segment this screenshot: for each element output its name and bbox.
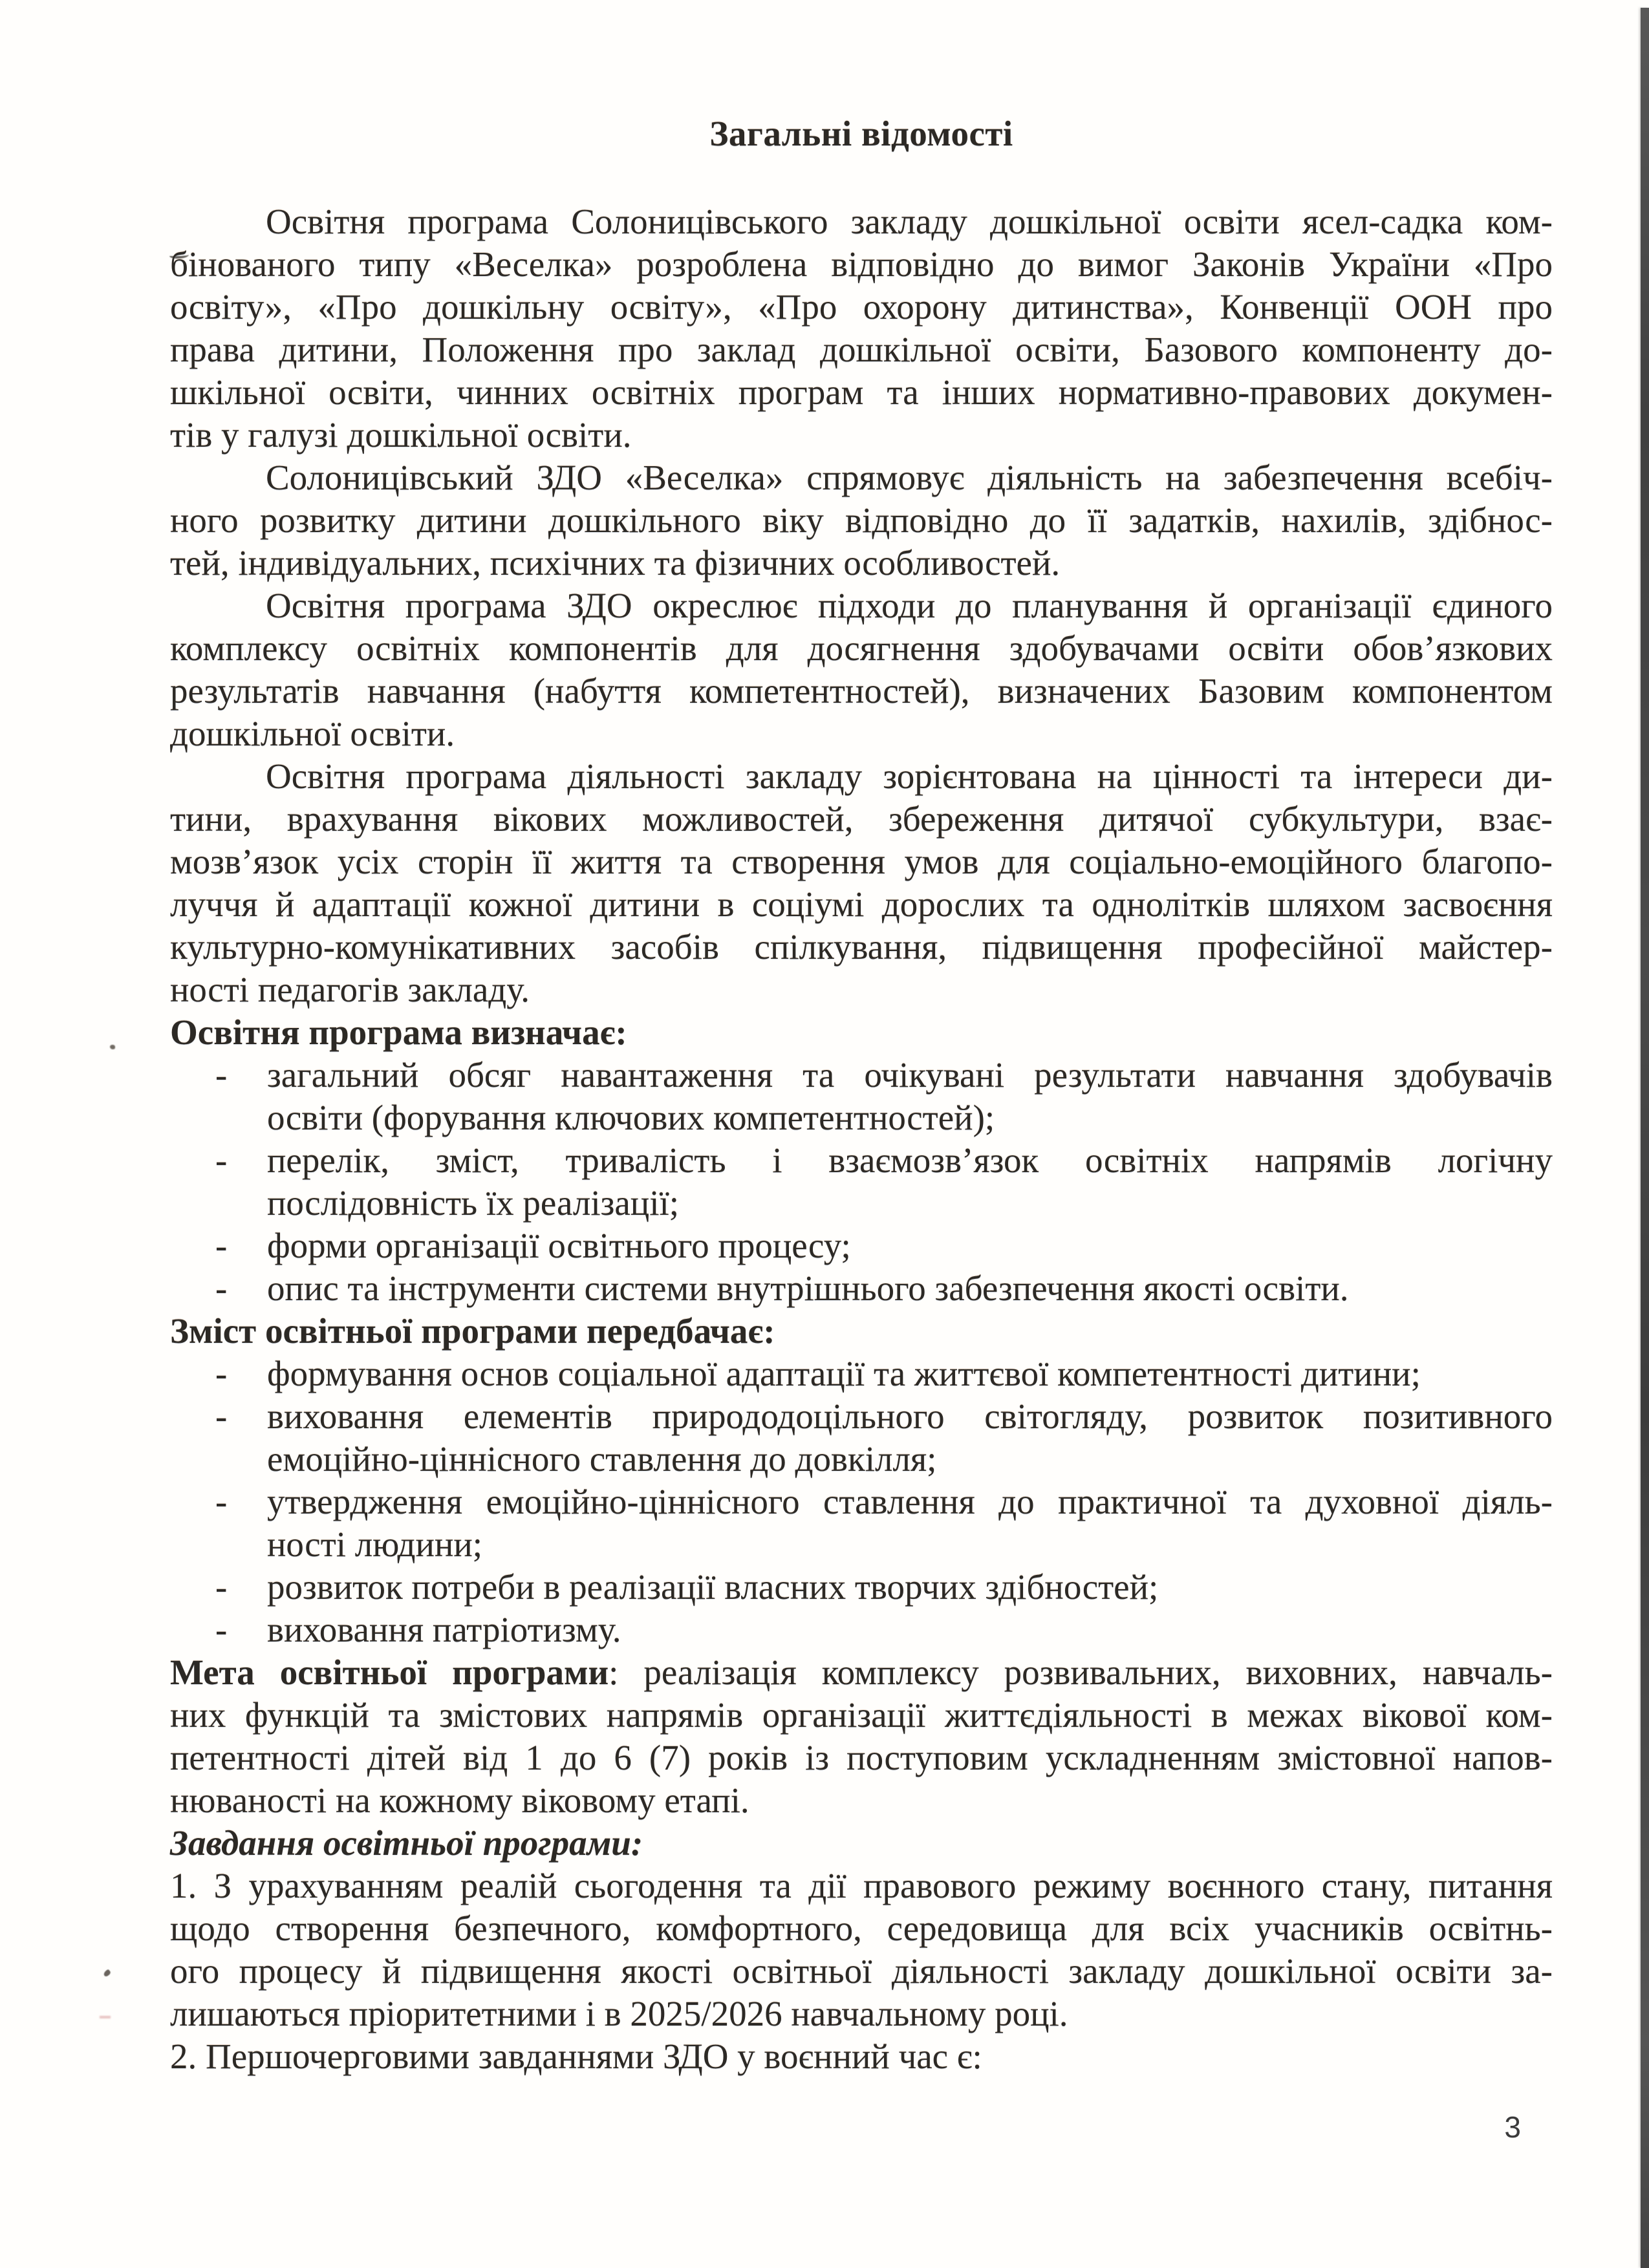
bullet-dash: -: [215, 1567, 228, 1607]
text-line: ного розвитку дитини дошкільного віку відповідно до її задатків, нахилів, здібнос-: [170, 500, 1553, 540]
text-line: 1. З урахуванням реалій сьогодення та дії правового режиму воєнного стану, питання: [170, 1866, 1553, 1905]
text-line: тей, індивідуальних, психічних та фізичних особливостей.: [170, 543, 1061, 583]
list-item-text: [267, 1225, 1553, 1267]
paragraph-task-2: [170, 2035, 1553, 2078]
text-line: бінованого типу «Веселка» розроблена відповідно до вимог Законів України «Про: [170, 244, 1553, 284]
text-line: щодо створення безпечного, комфортного, середовища для всіх учасників освітнь-: [170, 1909, 1553, 1948]
text-line: послідовність їх реалізації;: [267, 1183, 680, 1223]
text-line: права дитини, Положення про заклад дошкільної освіти, Базового компоненту до-: [170, 330, 1553, 369]
list-item: [170, 1481, 1553, 1566]
section-heading-content: Зміст освітньої програми передбачає:: [170, 1311, 775, 1351]
paragraph-program-approaches: [170, 584, 1553, 755]
text-line: 2. Першочерговими завданнями ЗДО у воєнний час є:: [170, 2037, 982, 2076]
text-line: ності педагогів закладу.: [170, 970, 530, 1009]
section-heading-determines: Освітня програма визначає:: [170, 1012, 627, 1052]
list-item: [170, 1139, 1553, 1225]
list-item: [170, 1054, 1553, 1139]
text-line: Освітня програма ЗДО окреслює підходи до планування й організації єдиного: [266, 586, 1553, 625]
scan-artifact-dot: [103, 1969, 112, 1977]
goal-continuation-lines: [170, 1694, 1553, 1822]
text-line: культурно-комунікативних засобів спілкування, підвищення професійної майстер-: [170, 927, 1553, 967]
list-item-text: [267, 1353, 1553, 1395]
text-line: комплексу освітніх компонентів для досягнення здобувачами освіти обов’язкових: [170, 628, 1553, 668]
bullet-dash: -: [215, 1268, 228, 1308]
text-line: Освітня програма Солоницівського закладу дошкільної освіти ясел-садка ком-: [266, 202, 1553, 241]
goal-lead-continuation: : реалізація комплексу розвивальних, виховних, навчаль-: [609, 1653, 1553, 1692]
text-line: перелік, зміст, тривалість і взаємозв’язок освітніх напрямів логічну: [267, 1140, 1553, 1180]
text-line: лишаються пріоритетними і в 2025/2026 навчальному році.: [170, 1994, 1068, 2033]
scanner-edge-shadow: [1641, 8, 1649, 2268]
text-line: мозв’язок усіх сторін її життя та створення умов для соціально-емоційного благопо-: [170, 842, 1553, 881]
list-item: [170, 1395, 1553, 1481]
text-line: тини, врахування вікових можливостей, збереження дитячої субкультури, взає-: [170, 799, 1553, 839]
bullet-dash: -: [215, 1055, 228, 1095]
text-line: освіти (форування ключових компетентностей);: [267, 1098, 995, 1137]
text-line: формування основ соціальної адаптації та життєвої компетентності дитини;: [267, 1354, 1421, 1393]
list-item-text: [267, 1267, 1553, 1310]
text-line: виховання елементів природодоцільного світогляду, розвиток позитивного: [267, 1396, 1553, 1436]
text-line: шкільної освіти, чинних освітніх програм та інших нормативно-правових докумен-: [170, 372, 1553, 412]
text-line: Солоницівський ЗДО «Веселка» спрямовує діяльність на забезпечення всебіч-: [266, 458, 1553, 497]
list-item: [170, 1566, 1553, 1609]
bullet-dash: -: [215, 1396, 228, 1436]
scan-artifact-dot: [110, 1045, 115, 1049]
text-line: Освітня програма діяльності закладу зорієнтована на цінності та інтереси ди-: [266, 756, 1553, 796]
text-line: утвердження емоційно-ціннісного ставлення до практичної та духовної діяль-: [267, 1482, 1553, 1521]
text-line: нюваності на кожному віковому етапі.: [170, 1781, 749, 1820]
text-line: ого процесу й підвищення якості освітньої діяльності закладу дошкільної освіти за-: [170, 1951, 1553, 1991]
list-item: [170, 1267, 1553, 1310]
bullet-dash: -: [215, 1610, 228, 1649]
page-number: 3: [1504, 2110, 1521, 2144]
list-item: [170, 1225, 1553, 1267]
paragraph-task-1: [170, 1865, 1553, 2035]
text-line: форми організації освітнього процесу;: [267, 1226, 851, 1265]
list-item: [170, 1353, 1553, 1395]
document-body: [170, 112, 1553, 2078]
bullet-dash: -: [215, 1354, 228, 1393]
text-line: петентності дітей від 1 до 6 (7) років із поступовим ускладненням змістовної напов-: [170, 1738, 1553, 1777]
list-item-text: [267, 1609, 1553, 1651]
paragraph-institution-mission: [170, 456, 1553, 584]
list-item-text: [267, 1139, 1553, 1225]
text-line: ності людини;: [267, 1524, 483, 1564]
list-item: [170, 1609, 1553, 1651]
paragraph-program-goal: [170, 1651, 1553, 1822]
bullet-dash: -: [215, 1226, 228, 1265]
text-line: [170, 1651, 1553, 1694]
list-item-text: [267, 1481, 1553, 1566]
text-line: освіту», «Про дошкільну освіту», «Про охорону дитинства», Конвенції ООН про: [170, 287, 1553, 326]
text-line: луччя й адаптації кожної дитини в соціумі дорослих та однолітків шляхом засвоєння: [170, 884, 1553, 924]
text-line: розвиток потреби в реалізації власних творчих здібностей;: [267, 1567, 1159, 1607]
text-line: загальний обсяг навантаження та очікувані результати навчання здобувачів: [267, 1055, 1553, 1095]
list-item-text: [267, 1566, 1553, 1609]
goal-lead-label: Мета освітньої програми: [170, 1653, 609, 1692]
page-title: Загальні відомості: [709, 114, 1013, 153]
section-heading-tasks: Завдання освітньої програми:: [170, 1823, 643, 1863]
text-line: них функцій та змістових напрямів організації життєдіяльності в межах вікової ком-: [170, 1695, 1553, 1735]
bullet-dash: -: [215, 1482, 228, 1521]
text-line: дошкільної освіти.: [170, 714, 455, 753]
scan-artifact-smudge: [100, 2016, 111, 2018]
paragraph-program-values: [170, 755, 1553, 1011]
list-item-text: [267, 1395, 1553, 1481]
text-line: тів у галузі дошкільної освіти.: [170, 415, 632, 455]
text-line: виховання патріотизму.: [267, 1610, 621, 1649]
text-line: опис та інструменти системи внутрішнього забезпечення якості освіти.: [267, 1268, 1349, 1308]
list-item-text: [267, 1054, 1553, 1139]
paragraph-program-basis: [170, 200, 1553, 456]
bullet-dash: -: [215, 1140, 228, 1180]
text-line: результатів навчання (набуття компетентностей), визначених Базовим компонентом: [170, 671, 1553, 711]
text-line: емоційно-ціннісного ставлення до довкілля;: [267, 1439, 937, 1479]
